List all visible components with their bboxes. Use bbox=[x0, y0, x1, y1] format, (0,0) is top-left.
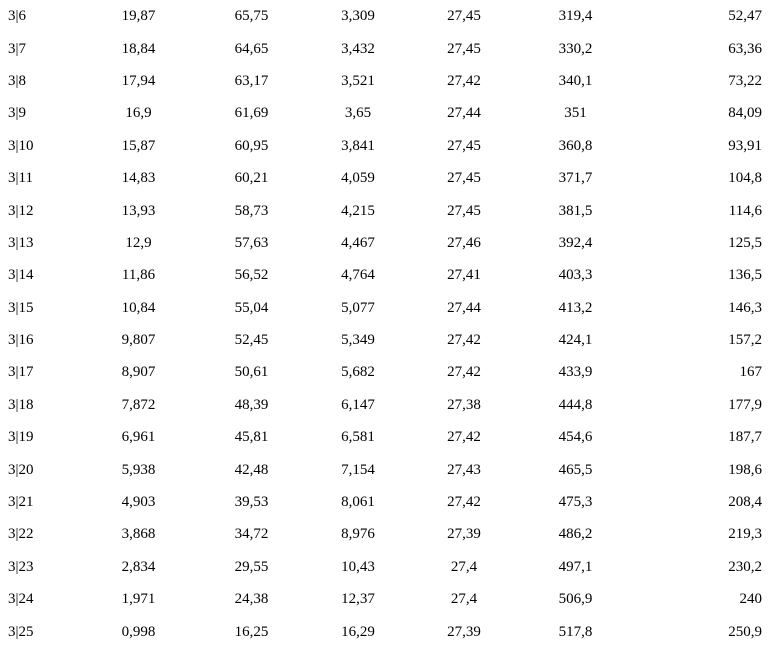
table-row bbox=[0, 292, 776, 324]
row-id-cell: 3|24 bbox=[8, 591, 34, 608]
row-id-cell: 3|18 bbox=[8, 396, 34, 413]
row-id-cell: 3|8 bbox=[8, 72, 27, 89]
value-cell-col-6: 125,5 bbox=[728, 234, 762, 251]
row-id-cell: 3|11 bbox=[8, 170, 33, 187]
value-cell-col-4: 27,43 bbox=[447, 461, 481, 478]
row-id-cell: 3|23 bbox=[8, 558, 34, 575]
value-cell-col-5: 444,8 bbox=[558, 396, 593, 413]
value-cell-col-3: 3,309 bbox=[341, 8, 375, 25]
value-cell-col-5: 340,1 bbox=[558, 72, 593, 89]
value-cell-col-5: 506,9 bbox=[558, 591, 593, 608]
value-cell-col-1: 12,9 bbox=[125, 234, 152, 251]
value-cell-col-6: 167 bbox=[739, 364, 762, 381]
value-cell-col-3: 8,976 bbox=[341, 526, 375, 543]
table-row bbox=[0, 615, 776, 647]
value-cell-col-4: 27,42 bbox=[447, 72, 481, 89]
value-cell-col-1: 15,87 bbox=[121, 137, 156, 154]
table-row bbox=[0, 518, 776, 550]
table-row bbox=[0, 65, 776, 97]
value-cell-col-6: 136,5 bbox=[728, 267, 762, 284]
value-cell-col-6: 198,6 bbox=[728, 461, 762, 478]
value-cell-col-4: 27,44 bbox=[447, 299, 481, 316]
value-cell-col-1: 0,998 bbox=[121, 623, 156, 640]
row-id-cell: 3|20 bbox=[8, 461, 34, 478]
value-cell-col-4: 27,39 bbox=[447, 623, 481, 640]
value-cell-col-3: 3,432 bbox=[341, 40, 375, 57]
value-cell-col-4: 27,45 bbox=[447, 137, 481, 154]
value-cell-col-6: 219,3 bbox=[728, 526, 762, 543]
table-row bbox=[0, 324, 776, 356]
value-cell-col-6: 230,2 bbox=[728, 558, 762, 575]
value-cell-col-5: 497,1 bbox=[558, 558, 593, 575]
value-cell-col-1: 14,83 bbox=[121, 170, 156, 187]
value-cell-col-5: 403,3 bbox=[558, 267, 593, 284]
value-cell-col-5: 465,5 bbox=[558, 461, 593, 478]
table-row bbox=[0, 389, 776, 421]
value-cell-col-2: 57,63 bbox=[234, 234, 269, 251]
row-id-cell: 3|25 bbox=[8, 623, 34, 640]
row-id-cell: 3|6 bbox=[8, 8, 27, 25]
value-cell-col-3: 5,682 bbox=[341, 364, 375, 381]
value-cell-col-6: 157,2 bbox=[728, 332, 762, 349]
value-cell-col-3: 5,349 bbox=[341, 332, 375, 349]
value-cell-col-1: 5,938 bbox=[121, 461, 156, 478]
value-cell-col-6: 63,36 bbox=[728, 40, 762, 57]
value-cell-col-4: 27,42 bbox=[447, 332, 481, 349]
value-cell-col-6: 52,47 bbox=[728, 8, 762, 25]
value-cell-col-4: 27,45 bbox=[447, 8, 481, 25]
value-cell-col-2: 52,45 bbox=[234, 332, 269, 349]
value-cell-col-3: 3,841 bbox=[341, 137, 375, 154]
value-cell-col-1: 6,961 bbox=[121, 429, 156, 446]
value-cell-col-1: 18,84 bbox=[121, 40, 156, 57]
value-cell-col-2: 55,04 bbox=[234, 299, 269, 316]
table-row bbox=[0, 32, 776, 64]
value-cell-col-2: 64,65 bbox=[234, 40, 269, 57]
value-cell-col-5: 371,7 bbox=[558, 170, 593, 187]
table-row bbox=[0, 162, 776, 194]
value-cell-col-5: 517,8 bbox=[558, 623, 593, 640]
row-id-cell: 3|13 bbox=[8, 234, 34, 251]
value-cell-col-2: 42,48 bbox=[234, 461, 269, 478]
value-cell-col-3: 3,65 bbox=[344, 105, 372, 122]
value-cell-col-4: 27,4 bbox=[450, 558, 478, 575]
value-cell-col-6: 177,9 bbox=[728, 396, 762, 413]
value-cell-col-4: 27,45 bbox=[447, 40, 481, 57]
value-cell-col-3: 12,37 bbox=[341, 591, 375, 608]
row-id-cell: 3|12 bbox=[8, 202, 34, 219]
value-cell-col-5: 413,2 bbox=[558, 299, 593, 316]
value-cell-col-2: 56,52 bbox=[234, 267, 269, 284]
value-cell-col-4: 27,38 bbox=[447, 396, 481, 413]
value-cell-col-3: 4,215 bbox=[341, 202, 375, 219]
table-row bbox=[0, 194, 776, 226]
value-cell-col-5: 454,6 bbox=[558, 429, 593, 446]
table-row bbox=[0, 486, 776, 518]
row-id-cell: 3|21 bbox=[8, 494, 34, 511]
value-cell-col-2: 61,69 bbox=[234, 105, 269, 122]
value-cell-col-4: 27,45 bbox=[447, 170, 481, 187]
row-id-cell: 3|22 bbox=[8, 526, 34, 543]
table-row bbox=[0, 97, 776, 129]
value-cell-col-6: 240 bbox=[739, 591, 762, 608]
row-id-cell: 3|19 bbox=[8, 429, 34, 446]
row-id-cell: 3|14 bbox=[8, 267, 34, 284]
value-cell-col-2: 39,53 bbox=[234, 494, 269, 511]
value-cell-col-4: 27,39 bbox=[447, 526, 481, 543]
value-cell-col-6: 208,4 bbox=[728, 494, 762, 511]
value-cell-col-2: 65,75 bbox=[234, 8, 269, 25]
value-cell-col-1: 4,903 bbox=[121, 494, 156, 511]
value-cell-col-1: 10,84 bbox=[121, 299, 156, 316]
value-cell-col-2: 60,21 bbox=[234, 170, 269, 187]
value-cell-col-6: 93,91 bbox=[728, 137, 762, 154]
value-cell-col-3: 6,581 bbox=[341, 429, 375, 446]
value-cell-col-2: 63,17 bbox=[234, 72, 269, 89]
row-id-cell: 3|7 bbox=[8, 40, 27, 57]
value-cell-col-5: 392,4 bbox=[558, 234, 593, 251]
table-row bbox=[0, 583, 776, 615]
value-cell-col-1: 17,94 bbox=[121, 72, 156, 89]
value-cell-col-2: 50,61 bbox=[234, 364, 269, 381]
table-row bbox=[0, 356, 776, 388]
value-cell-col-2: 60,95 bbox=[234, 137, 269, 154]
value-cell-col-5: 381,5 bbox=[558, 202, 593, 219]
value-cell-col-2: 29,55 bbox=[234, 558, 269, 575]
table-row bbox=[0, 421, 776, 453]
value-cell-col-1: 16,9 bbox=[125, 105, 152, 122]
value-cell-col-4: 27,42 bbox=[447, 429, 481, 446]
value-cell-col-3: 4,059 bbox=[341, 170, 375, 187]
value-cell-col-3: 5,077 bbox=[341, 299, 375, 316]
value-cell-col-5: 330,2 bbox=[558, 40, 593, 57]
value-cell-col-5: 424,1 bbox=[558, 332, 593, 349]
value-cell-col-4: 27,44 bbox=[447, 105, 481, 122]
value-cell-col-2: 45,81 bbox=[234, 429, 269, 446]
table-row bbox=[0, 551, 776, 583]
value-cell-col-3: 4,467 bbox=[341, 234, 375, 251]
value-cell-col-1: 9,807 bbox=[121, 332, 156, 349]
value-cell-col-3: 10,43 bbox=[341, 558, 375, 575]
value-cell-col-1: 2,834 bbox=[121, 558, 156, 575]
value-cell-col-3: 6,147 bbox=[341, 396, 375, 413]
value-cell-col-6: 84,09 bbox=[728, 105, 762, 122]
value-cell-col-3: 8,061 bbox=[341, 494, 375, 511]
value-cell-col-6: 146,3 bbox=[728, 299, 762, 316]
value-cell-col-1: 11,86 bbox=[121, 267, 156, 284]
value-cell-col-5: 319,4 bbox=[558, 8, 593, 25]
table-row bbox=[0, 259, 776, 291]
value-cell-col-4: 27,42 bbox=[447, 364, 481, 381]
table-row bbox=[0, 453, 776, 485]
table-row bbox=[0, 227, 776, 259]
value-cell-col-1: 3,868 bbox=[121, 526, 156, 543]
value-cell-col-1: 1,971 bbox=[121, 591, 156, 608]
value-cell-col-1: 8,907 bbox=[121, 364, 156, 381]
value-cell-col-4: 27,4 bbox=[450, 591, 478, 608]
value-cell-col-2: 34,72 bbox=[234, 526, 269, 543]
value-cell-col-6: 187,7 bbox=[728, 429, 762, 446]
row-id-cell: 3|17 bbox=[8, 364, 34, 381]
value-cell-col-2: 48,39 bbox=[234, 396, 269, 413]
value-cell-col-6: 114,6 bbox=[728, 202, 762, 219]
value-cell-col-3: 7,154 bbox=[341, 461, 375, 478]
value-cell-col-5: 360,8 bbox=[558, 137, 593, 154]
value-cell-col-6: 250,9 bbox=[728, 623, 762, 640]
value-cell-col-6: 73,22 bbox=[728, 72, 762, 89]
value-cell-col-4: 27,45 bbox=[447, 202, 481, 219]
value-cell-col-3: 16,29 bbox=[341, 623, 375, 640]
value-cell-col-4: 27,41 bbox=[447, 267, 481, 284]
value-cell-col-5: 475,3 bbox=[558, 494, 593, 511]
value-cell-col-2: 16,25 bbox=[234, 623, 269, 640]
table-row bbox=[0, 130, 776, 162]
value-cell-col-6: 104,8 bbox=[728, 170, 762, 187]
row-id-cell: 3|16 bbox=[8, 332, 34, 349]
value-cell-col-3: 3,521 bbox=[341, 72, 375, 89]
value-cell-col-5: 351 bbox=[564, 105, 587, 122]
value-cell-col-2: 24,38 bbox=[234, 591, 269, 608]
row-id-cell: 3|15 bbox=[8, 299, 34, 316]
value-cell-col-1: 13,93 bbox=[121, 202, 156, 219]
value-cell-col-5: 433,9 bbox=[558, 364, 593, 381]
row-id-cell: 3|10 bbox=[8, 137, 34, 154]
value-cell-col-1: 19,87 bbox=[121, 8, 156, 25]
value-cell-col-3: 4,764 bbox=[341, 267, 375, 284]
table-row bbox=[0, 0, 776, 32]
value-cell-col-1: 7,872 bbox=[121, 396, 156, 413]
value-cell-col-4: 27,46 bbox=[447, 234, 481, 251]
value-cell-col-5: 486,2 bbox=[558, 526, 593, 543]
row-id-cell: 3|9 bbox=[8, 105, 27, 122]
value-cell-col-4: 27,42 bbox=[447, 494, 481, 511]
value-cell-col-2: 58,73 bbox=[234, 202, 269, 219]
